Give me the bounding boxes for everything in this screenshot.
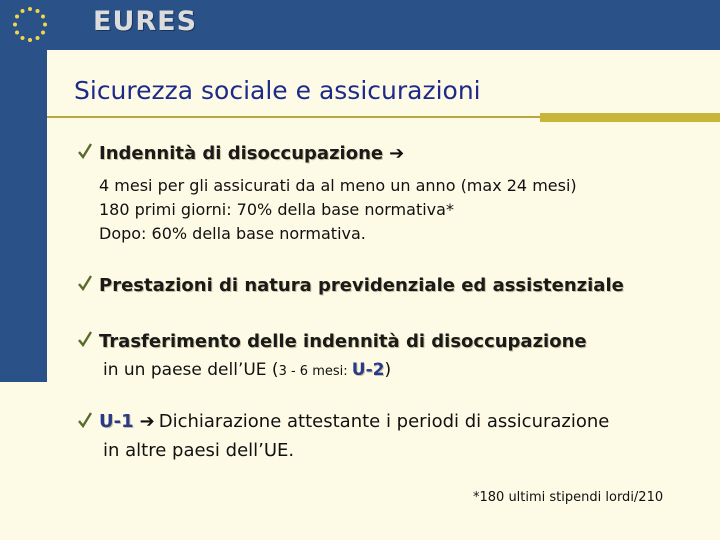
form-code: U-2 — [351, 360, 385, 380]
bullet-heading: Indennità di disoccupazione — [99, 143, 384, 164]
bullet-text: Dichiarazione attestante i periodi di assicurazione — [158, 411, 610, 432]
bullet-line: 4 mesi per gli assicurati da al meno un anno (max 24 mesi) — [99, 176, 577, 195]
bullet-line: Dopo: 60% della base normativa. — [99, 224, 366, 243]
line-small-text: 3 - 6 mesi: — [278, 364, 352, 379]
checkmark-icon — [78, 331, 92, 347]
bullet-item-1 — [99, 143, 404, 164]
bullet-heading: Prestazioni di natura previdenziale ed assistenziale — [99, 275, 624, 296]
line-text: ) — [384, 360, 392, 380]
line-text: in un paese dell’UE ( — [103, 360, 279, 380]
bullet-line: 180 primi giorni: 70% della base normativa* — [99, 200, 454, 219]
arrow-right-icon: ➔ — [139, 411, 155, 432]
footnote: *180 ultimi stipendi lordi/210 — [473, 490, 664, 505]
bullet-item-4 — [99, 411, 609, 432]
bullet-line: in altre paesi dell’UE. — [103, 440, 295, 461]
bullet-item-2 — [99, 275, 624, 296]
eures-logo: EURES — [93, 6, 198, 37]
bullet-heading: Trasferimento delle indennità di disoccupazione — [99, 331, 587, 352]
checkmark-icon — [78, 143, 92, 159]
bullet-item-3 — [99, 331, 587, 352]
checkmark-icon — [78, 275, 92, 291]
checkmark-icon — [78, 412, 92, 428]
bullet-line — [103, 360, 391, 380]
slide-title: Sicurezza sociale e assicurazioni — [74, 76, 481, 105]
form-code: U-1 — [99, 411, 134, 432]
arrow-right-icon: ➔ — [389, 143, 405, 164]
